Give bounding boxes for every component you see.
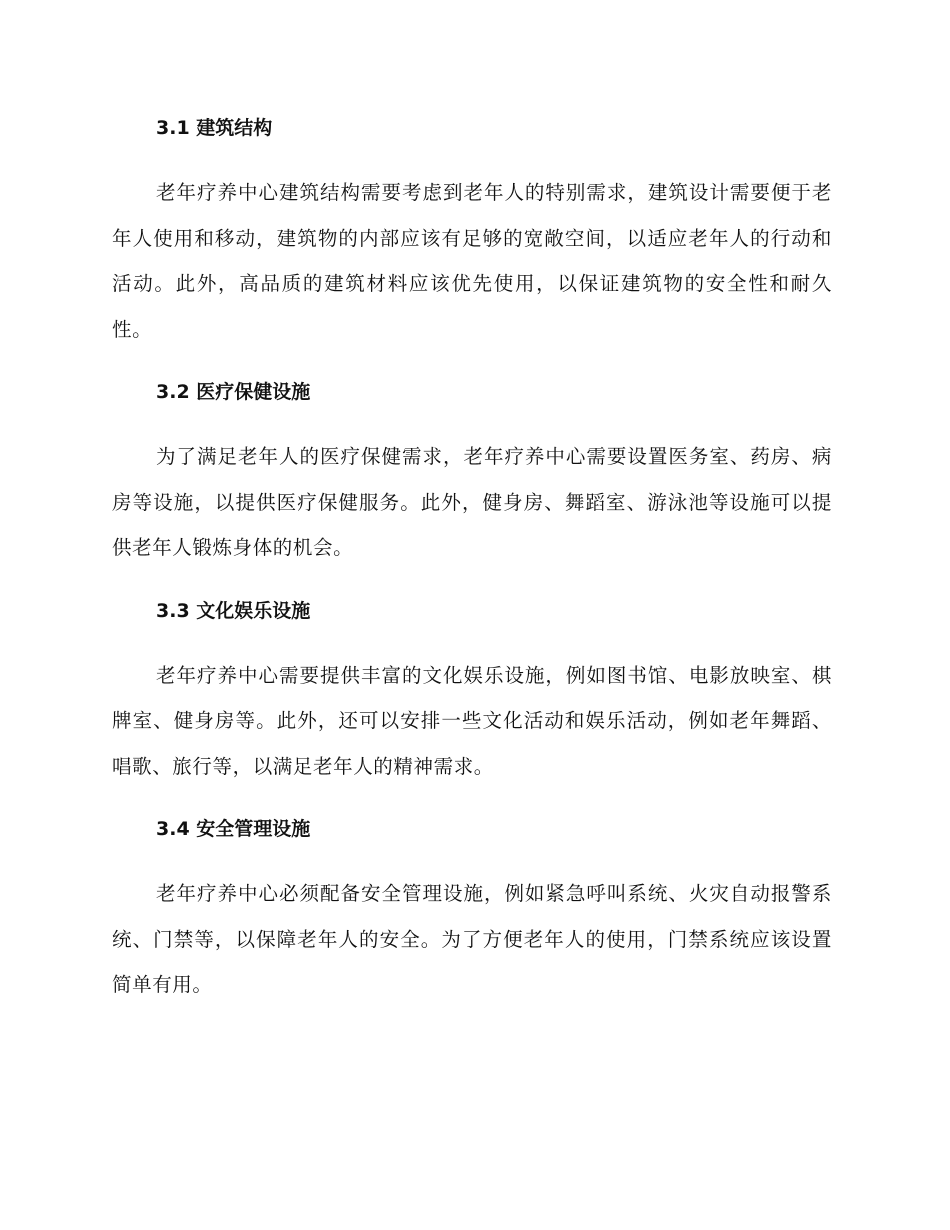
section-paragraph: 老年疗养中心建筑结构需要考虑到老年人的特别需求，建筑设计需要便于老年人使用和移动，建筑物的内部应该有足够的宽敞空间，以适应老年人的行动和活动。此外，高品质的建筑材料应该优先使用，以保证建筑物的安全性和耐久性。 (112, 181, 832, 341)
section-paragraph: 老年疗养中心必须配备安全管理设施，例如紧急呼叫系统、火灾自动报警系统、门禁等，以保障老年人的安全。为了方便老年人的使用，门禁系统应该设置简单有用。 (112, 882, 832, 996)
section-safety-management (112, 811, 832, 1008)
section-paragraph: 为了满足老年人的医疗保健需求，老年疗养中心需要设置医务室、药房、病房等设施，以提供医疗保健服务。此外，健身房、舞蹈室、游泳池等设施可以提供老年人锻炼身体的机会。 (112, 445, 832, 559)
section-medical-facilities (112, 374, 832, 571)
section-building-structure (112, 110, 832, 352)
section-heading: 3.1 建筑结构 (156, 117, 273, 139)
document-content (112, 110, 832, 1030)
section-culture-entertainment (112, 593, 832, 790)
section-heading: 3.2 医疗保健设施 (156, 381, 311, 403)
section-heading: 3.4 安全管理设施 (156, 818, 311, 840)
section-heading: 3.3 文化娱乐设施 (156, 599, 311, 622)
section-paragraph: 老年疗养中心需要提供丰富的文化娱乐设施，例如图书馆、电影放映室、棋牌室、健身房等。此外，还可以安排一些文化活动和娱乐活动，例如老年舞蹈、唱歌、旅行等，以满足老年人的精神需求。 (112, 663, 832, 778)
